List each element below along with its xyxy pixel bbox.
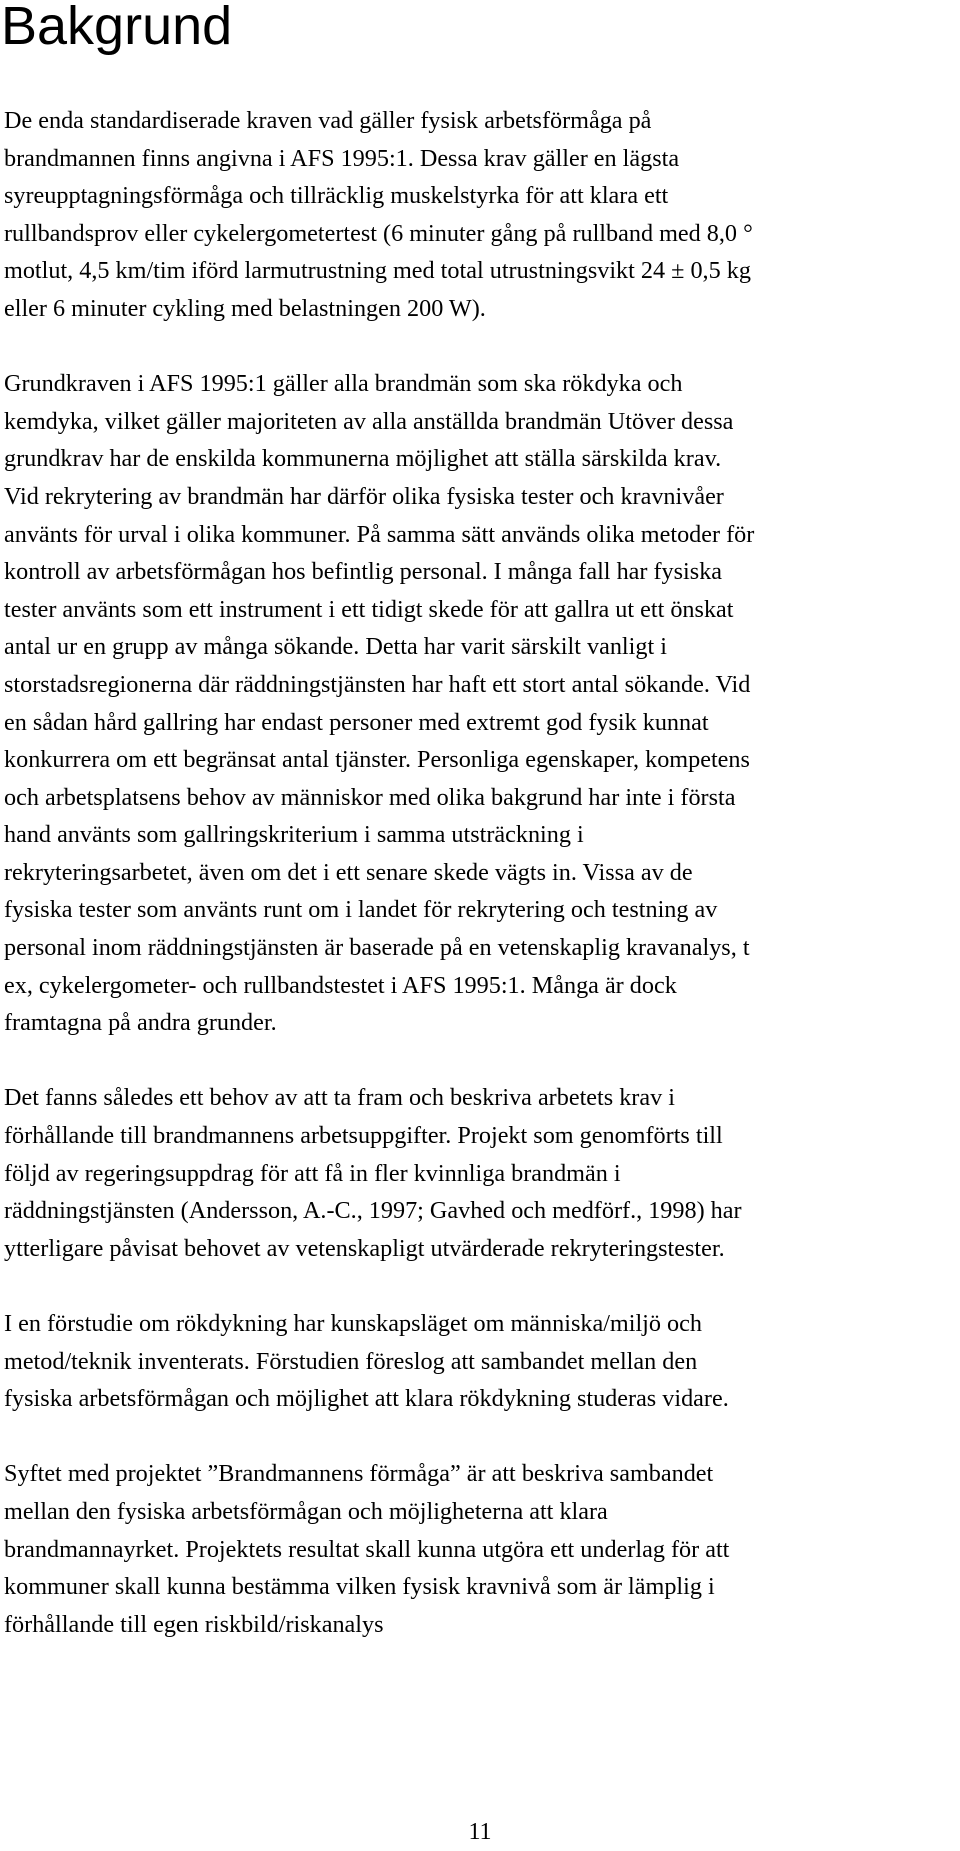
body-text — [4, 102, 954, 1681]
text-line: grundkrav har de enskilda kommunerna möjlighet att ställa särskilda krav. — [4, 445, 722, 473]
text-line: motlut, 4,5 km/tim iförd larmutrustning med total utrustningsvikt 24 ± 0,5 kg — [4, 257, 751, 285]
text-line: rekryteringsarbetet, även om det i ett senare skede vägts in. Vissa av de — [4, 858, 693, 886]
text-line: De enda standardiserade kraven vad gäller fysisk arbetsförmåga på — [4, 107, 652, 134]
text-line: Vid rekrytering av brandmän har därför olika fysiska tester och kravnivåer — [4, 482, 724, 510]
text-line: kontroll av arbetsförmågan hos befintlig personal. I många fall har fysiska — [4, 558, 723, 586]
text-line: storstadsregionerna där räddningstjänsten har haft ett stort antal sökande. Vid — [4, 670, 751, 698]
text-line: Syftet med projektet ”Brandmannens förmåga” är att beskriva sambandet — [4, 1460, 714, 1488]
section-heading: Bakgrund — [1, 0, 233, 56]
paragraph — [4, 102, 954, 328]
paragraph — [4, 1079, 954, 1267]
text-line: tester använts som ett instrument i ett tidigt skede för att gallra ut ett önskat — [4, 595, 734, 623]
paragraph — [4, 365, 954, 1042]
text-line: och arbetsplatsens behov av människor med olika bakgrund har inte i första — [4, 783, 736, 811]
text-line: mellan den fysiska arbetsförmågan och möjligheterna att klara — [4, 1497, 608, 1525]
text-line: förhållande till egen riskbild/riskanalys — [4, 1610, 384, 1638]
text-line: en sådan hård gallring har endast personer med extremt god fysik kunnat — [4, 708, 709, 736]
text-line: Det fanns således ett behov av att ta fram och beskriva arbetets krav i — [4, 1084, 675, 1112]
text-line: syreupptagningsförmåga och tillräcklig muskelstyrka för att klara ett — [4, 182, 669, 210]
text-line: eller 6 minuter cykling med belastningen 200 W). — [4, 294, 486, 322]
text-line: Grundkraven i AFS 1995:1 gäller alla brandmän som ska rökdyka och — [4, 370, 683, 398]
text-line: följd av regeringsuppdrag för att få in fler kvinnliga brandmän i — [4, 1159, 621, 1187]
text-line: förhållande till brandmannens arbetsuppgifter. Projekt som genomförts till — [4, 1122, 723, 1150]
text-line: ex, cykelergometer- och rullbandstestet i AFS 1995:1. Många är dock — [4, 971, 677, 999]
text-line: antal ur en grupp av många sökande. Detta har varit särskilt vanligt i — [4, 633, 667, 661]
paragraph — [4, 1455, 954, 1643]
page-number: 11 — [468, 1819, 492, 1845]
text-line: fysiska tester som använts runt om i landet för rekrytering och testning av — [4, 896, 718, 924]
text-line: ytterligare påvisat behovet av vetenskapligt utvärderade rekryteringstester. — [4, 1234, 725, 1262]
text-line: rullbandsprov eller cykelergometertest (6 minuter gång på rullband med 8,0 ° — [4, 219, 753, 247]
text-line: konkurrera om ett begränsat antal tjänster. Personliga egenskaper, kompetens — [4, 746, 750, 774]
text-line: metod/teknik inventerats. Förstudien föreslog att sambandet mellan den — [4, 1347, 698, 1375]
text-line: kemdyka, vilket gäller majoriteten av alla anställda brandmän Utöver dessa — [4, 407, 734, 435]
text-line: brandmannen finns angivna i AFS 1995:1. Dessa krav gäller en lägsta — [4, 144, 680, 172]
text-line: fysiska arbetsförmågan och möjlighet att klara rökdykning studeras vidare. — [4, 1385, 729, 1413]
text-line: hand använts som gallringskriterium i samma utsträckning i — [4, 821, 584, 849]
text-line: framtagna på andra grunder. — [4, 1009, 277, 1037]
text-line: I en förstudie om rökdykning har kunskapsläget om människa/miljö och — [4, 1310, 702, 1337]
paragraph — [4, 1305, 954, 1418]
text-line: brandmannayrket. Projektets resultat skall kunna utgöra ett underlag för att — [4, 1535, 730, 1563]
text-line: kommuner skall kunna bestämma vilken fysisk kravnivå som är lämplig i — [4, 1573, 715, 1601]
text-line: använts för urval i olika kommuner. På samma sätt används olika metoder för — [4, 520, 755, 548]
text-line: personal inom räddningstjänsten är baserade på en vetenskaplig kravanalys, t — [4, 934, 750, 962]
text-line: räddningstjänsten (Andersson, A.-C., 1997; Gavhed och medförf., 1998) har — [4, 1197, 742, 1225]
